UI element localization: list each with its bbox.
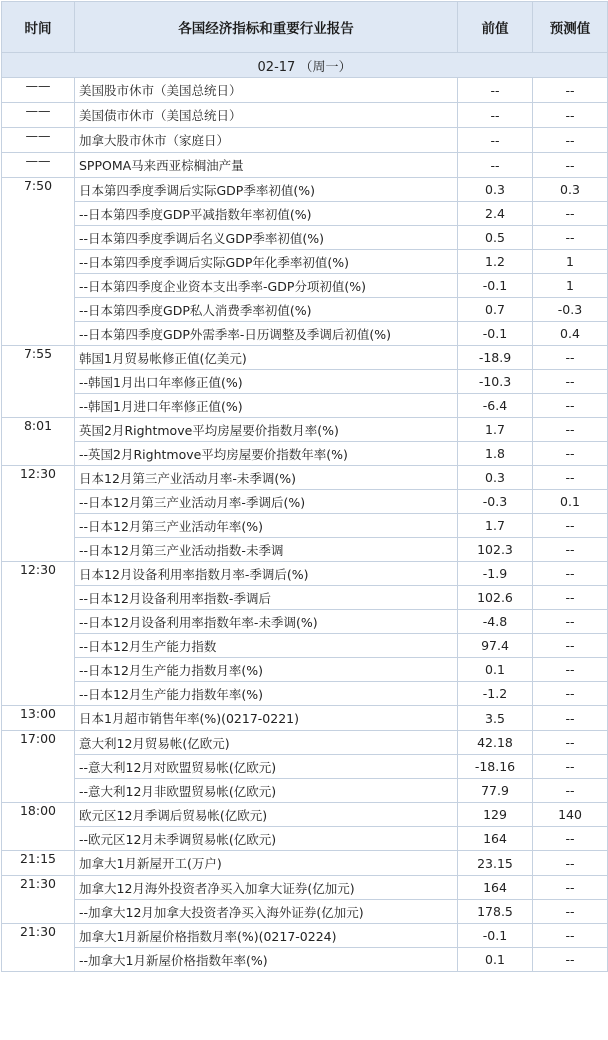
indicator-name-cell: --日本第四季度季调后名义GDP季率初值(%) [75,226,458,250]
time-cell: 21:30 [2,876,75,924]
indicator-name-cell: --日本12月第三产业活动月率-季调后(%) [75,490,458,514]
forecast-value-cell: 140 [533,803,608,827]
forecast-value-cell: -- [533,658,608,682]
time-cell: —— [2,153,75,178]
table-row [2,634,608,658]
forecast-value-cell: -- [533,731,608,755]
table-row [2,322,608,346]
previous-value-cell: -- [458,103,533,128]
previous-value-cell: -18.16 [458,755,533,779]
previous-value-cell: 0.1 [458,948,533,972]
forecast-value-cell: -- [533,153,608,178]
header-indicator: 各国经济指标和重要行业报告 [75,2,458,53]
table-row [2,226,608,250]
previous-value-cell: 23.15 [458,851,533,876]
time-cell: 18:00 [2,803,75,851]
table-row [2,78,608,103]
forecast-value-cell: -- [533,346,608,370]
time-cell: 12:30 [2,562,75,706]
table-row [2,779,608,803]
indicator-name-cell: --日本第四季度GDP外需季率-日历调整及季调后初值(%) [75,322,458,346]
table-row [2,490,608,514]
previous-value-cell: -4.8 [458,610,533,634]
table-row [2,610,608,634]
table-row [2,346,608,370]
calendar-body [2,53,608,972]
time-cell: —— [2,103,75,128]
previous-value-cell: 97.4 [458,634,533,658]
indicator-name-cell: 英国2月Rightmove平均房屋要价指数月率(%) [75,418,458,442]
date-row [2,53,608,78]
previous-value-cell: 1.7 [458,418,533,442]
indicator-name-cell: 韩国1月贸易帐修正值(亿美元) [75,346,458,370]
indicator-name-cell: --日本12月生产能力指数月率(%) [75,658,458,682]
table-row [2,274,608,298]
time-cell: —— [2,128,75,153]
forecast-value-cell: -- [533,755,608,779]
table-row [2,370,608,394]
indicator-name-cell: 日本12月设备利用率指数月率-季调后(%) [75,562,458,586]
forecast-value-cell: -- [533,128,608,153]
previous-value-cell: -18.9 [458,346,533,370]
indicator-name-cell: --日本12月生产能力指数年率(%) [75,682,458,706]
forecast-value-cell: -- [533,634,608,658]
time-cell: 21:30 [2,924,75,972]
indicator-name-cell: --加拿大1月新屋价格指数年率(%) [75,948,458,972]
table-row [2,538,608,562]
previous-value-cell: -1.2 [458,682,533,706]
previous-value-cell: 1.7 [458,514,533,538]
indicator-name-cell: --日本第四季度季调后实际GDP年化季率初值(%) [75,250,458,274]
forecast-value-cell: -- [533,226,608,250]
table-row [2,827,608,851]
economic-calendar-table [1,1,608,972]
indicator-name-cell: --韩国1月出口年率修正值(%) [75,370,458,394]
indicator-name-cell: --意大利12月非欧盟贸易帐(亿欧元) [75,779,458,803]
table-row [2,128,608,153]
previous-value-cell: 0.3 [458,178,533,202]
indicator-name-cell: 加拿大12月海外投资者净买入加拿大证券(亿加元) [75,876,458,900]
table-row [2,900,608,924]
forecast-value-cell: 0.3 [533,178,608,202]
table-row [2,153,608,178]
previous-value-cell: 129 [458,803,533,827]
previous-value-cell: 42.18 [458,731,533,755]
indicator-name-cell: 日本1月超市销售年率(%)(0217-0221) [75,706,458,731]
forecast-value-cell: -- [533,442,608,466]
previous-value-cell: 0.3 [458,466,533,490]
forecast-value-cell: -- [533,586,608,610]
forecast-value-cell: -- [533,78,608,103]
time-cell: 21:15 [2,851,75,876]
time-cell: 7:50 [2,178,75,346]
table-row [2,755,608,779]
previous-value-cell: 0.7 [458,298,533,322]
previous-value-cell: -0.1 [458,274,533,298]
previous-value-cell: -0.1 [458,322,533,346]
forecast-value-cell: -- [533,562,608,586]
table-row [2,803,608,827]
indicator-name-cell: 美国债市休市（美国总统日） [75,103,458,128]
indicator-name-cell: --意大利12月对欧盟贸易帐(亿欧元) [75,755,458,779]
previous-value-cell: 1.2 [458,250,533,274]
indicator-name-cell: 美国股市休市（美国总统日） [75,78,458,103]
previous-value-cell: -- [458,78,533,103]
forecast-value-cell: -- [533,900,608,924]
table-row [2,562,608,586]
table-row [2,250,608,274]
previous-value-cell: 178.5 [458,900,533,924]
forecast-value-cell: 0.4 [533,322,608,346]
forecast-value-cell: -- [533,682,608,706]
indicator-name-cell: --日本12月设备利用率指数年率-未季调(%) [75,610,458,634]
forecast-value-cell: -- [533,370,608,394]
forecast-value-cell: -- [533,610,608,634]
header-time: 时间 [2,2,75,53]
previous-value-cell: -- [458,153,533,178]
forecast-value-cell: -- [533,706,608,731]
indicator-name-cell: --日本第四季度GDP平减指数年率初值(%) [75,202,458,226]
previous-value-cell: 3.5 [458,706,533,731]
previous-value-cell: -10.3 [458,370,533,394]
previous-value-cell: -0.1 [458,924,533,948]
previous-value-cell: 0.1 [458,658,533,682]
previous-value-cell: 164 [458,827,533,851]
table-row [2,178,608,202]
forecast-value-cell: 0.1 [533,490,608,514]
indicator-name-cell: --加拿大12月加拿大投资者净买入海外证券(亿加元) [75,900,458,924]
table-row [2,924,608,948]
forecast-value-cell: -- [533,466,608,490]
previous-value-cell: -6.4 [458,394,533,418]
indicator-name-cell: 加拿大1月新屋价格指数月率(%)(0217-0224) [75,924,458,948]
indicator-name-cell: --英国2月Rightmove平均房屋要价指数年率(%) [75,442,458,466]
indicator-name-cell: 欧元区12月季调后贸易帐(亿欧元) [75,803,458,827]
table-row [2,682,608,706]
indicator-name-cell: --日本12月第三产业活动年率(%) [75,514,458,538]
forecast-value-cell: -- [533,876,608,900]
indicator-name-cell: 加拿大股市休市（家庭日） [75,128,458,153]
previous-value-cell: 2.4 [458,202,533,226]
indicator-name-cell: --日本12月设备利用率指数-季调后 [75,586,458,610]
forecast-value-cell: -- [533,779,608,803]
forecast-value-cell: -- [533,514,608,538]
table-row [2,394,608,418]
indicator-name-cell: 日本第四季度季调后实际GDP季率初值(%) [75,178,458,202]
time-cell: 13:00 [2,706,75,731]
header-previous: 前值 [458,2,533,53]
table-row [2,876,608,900]
table-row [2,418,608,442]
forecast-value-cell: -- [533,948,608,972]
forecast-value-cell: -- [533,202,608,226]
time-cell: —— [2,78,75,103]
table-row [2,442,608,466]
header-row [2,2,608,53]
time-cell: 12:30 [2,466,75,562]
indicator-name-cell: 日本12月第三产业活动月率-未季调(%) [75,466,458,490]
indicator-name-cell: --日本第四季度企业资本支出季率-GDP分项初值(%) [75,274,458,298]
table-row [2,658,608,682]
forecast-value-cell: -- [533,851,608,876]
forecast-value-cell: -- [533,538,608,562]
previous-value-cell: 102.6 [458,586,533,610]
forecast-value-cell: -0.3 [533,298,608,322]
table-row [2,202,608,226]
indicator-name-cell: --日本第四季度GDP私人消费季率初值(%) [75,298,458,322]
table-row [2,103,608,128]
previous-value-cell: 164 [458,876,533,900]
indicator-name-cell: --日本12月生产能力指数 [75,634,458,658]
table-row [2,586,608,610]
table-row [2,731,608,755]
previous-value-cell: -- [458,128,533,153]
forecast-value-cell: -- [533,827,608,851]
previous-value-cell: -0.3 [458,490,533,514]
table-row [2,466,608,490]
forecast-value-cell: -- [533,103,608,128]
forecast-value-cell: 1 [533,250,608,274]
forecast-value-cell: -- [533,418,608,442]
previous-value-cell: 102.3 [458,538,533,562]
indicator-name-cell: --欧元区12月未季调贸易帐(亿欧元) [75,827,458,851]
previous-value-cell: -1.9 [458,562,533,586]
time-cell: 17:00 [2,731,75,803]
indicator-name-cell: 意大利12月贸易帐(亿欧元) [75,731,458,755]
indicator-name-cell: 加拿大1月新屋开工(万户) [75,851,458,876]
table-row [2,706,608,731]
date-label: 02-17 （周一） [2,53,608,78]
previous-value-cell: 1.8 [458,442,533,466]
indicator-name-cell: --日本12月第三产业活动指数-未季调 [75,538,458,562]
previous-value-cell: 77.9 [458,779,533,803]
table-row [2,851,608,876]
header-forecast: 预测值 [533,2,608,53]
table-row [2,948,608,972]
table-row [2,514,608,538]
time-cell: 8:01 [2,418,75,466]
indicator-name-cell: --韩国1月进口年率修正值(%) [75,394,458,418]
indicator-name-cell: SPPOMA马来西亚棕榈油产量 [75,153,458,178]
previous-value-cell: 0.5 [458,226,533,250]
forecast-value-cell: -- [533,924,608,948]
table-row [2,298,608,322]
time-cell: 7:55 [2,346,75,418]
forecast-value-cell: 1 [533,274,608,298]
forecast-value-cell: -- [533,394,608,418]
